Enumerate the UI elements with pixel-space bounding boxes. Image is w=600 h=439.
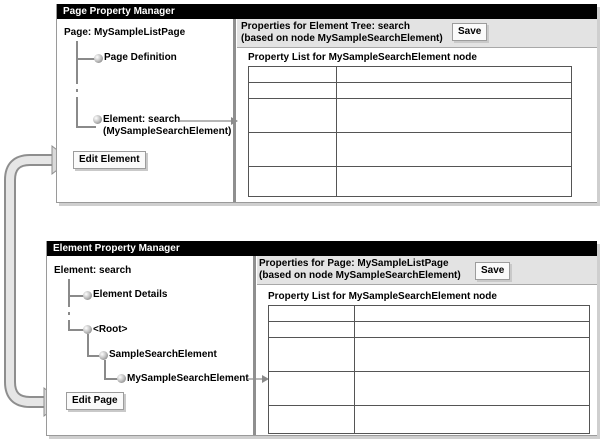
node-to-properties-arrow [248, 373, 270, 385]
table-row [269, 322, 590, 338]
element-search-node-icon [93, 115, 102, 124]
element-panel-divider [253, 256, 256, 435]
table-row [249, 133, 572, 167]
page-properties-header [237, 19, 597, 48]
page-save-button[interactable]: Save [452, 23, 487, 41]
page-definition-node-icon [94, 54, 103, 63]
tree-item-element-search-line2: (MySampleSearchElement) [103, 126, 232, 137]
tree-item-sample-search-element[interactable]: SampleSearchElement [109, 349, 217, 360]
element-save-button[interactable]: Save [475, 262, 510, 280]
element-properties-header [257, 256, 597, 285]
table-row [269, 406, 590, 434]
element-properties-header-line2: (based on node MySampleSearchElement) [259, 270, 461, 281]
tree-item-my-sample-search-element[interactable]: MySampleSearchElement [127, 373, 249, 384]
element-details-node-icon [83, 291, 92, 300]
element-property-manager-panel [46, 241, 597, 436]
table-row [269, 306, 590, 322]
tree-item-element-search-line1: Element: search [103, 114, 181, 125]
table-row [269, 338, 590, 372]
table-row [269, 372, 590, 406]
page-properties-header-line2: (based on node MySampleSearchElement) [241, 33, 443, 44]
page-tree-root-label: Page: MySampleListPage [64, 27, 186, 38]
element-property-table [268, 305, 590, 434]
element-property-list-title: Property List for MySampleSearchElement node [268, 291, 497, 302]
page-property-list-title: Property List for MySampleSearchElement node [248, 52, 477, 63]
my-sample-search-element-node-icon [117, 374, 126, 383]
tree-item-page-definition[interactable]: Page Definition [104, 52, 177, 63]
page-property-manager-title: Page Property Manager [57, 4, 597, 19]
page-panel-divider [233, 19, 236, 202]
element-tree-vertical-line [68, 279, 70, 329]
element-property-manager-title: Element Property Manager [47, 241, 597, 256]
tree-item-element-details[interactable]: Element Details [93, 289, 168, 300]
tree-item-root[interactable]: <Root> [93, 324, 128, 335]
page-property-manager-panel [56, 4, 597, 203]
edit-page-button[interactable]: Edit Page [66, 392, 124, 410]
page-properties-header-line1: Properties for Element Tree: search [241, 21, 410, 32]
element-tree-root-label: Element: search [54, 265, 132, 276]
page-property-table [248, 66, 572, 197]
sample-search-element-node-icon [99, 351, 108, 360]
table-row [249, 67, 572, 83]
table-row [249, 83, 572, 99]
element-properties-header-line1: Properties for Page: MySampleListPage [259, 258, 449, 269]
element-to-properties-arrow [179, 115, 239, 127]
root-node-icon [83, 325, 92, 334]
table-row [249, 99, 572, 133]
table-row [249, 167, 572, 197]
edit-element-button[interactable]: Edit Element [73, 151, 146, 169]
